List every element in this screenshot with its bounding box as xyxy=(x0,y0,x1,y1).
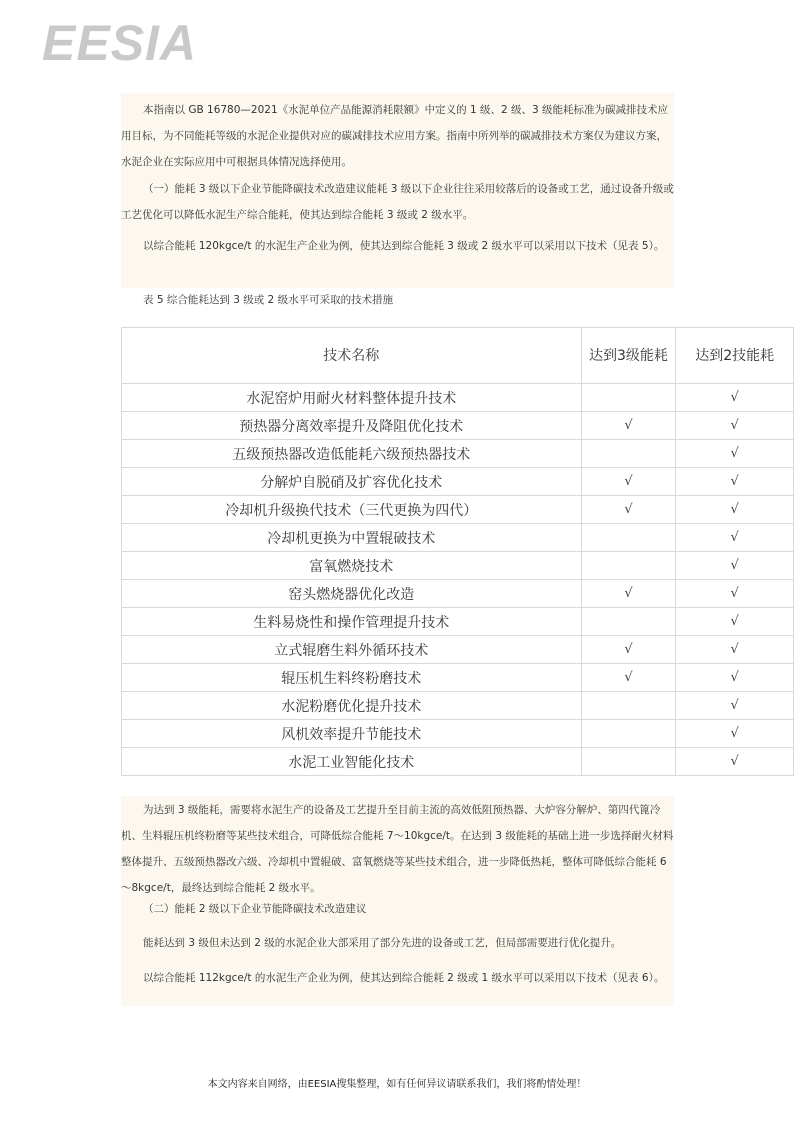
level3-check xyxy=(581,692,676,720)
level3-check: √ xyxy=(581,468,676,496)
level2-check: √ xyxy=(676,524,794,552)
level2-check: √ xyxy=(676,692,794,720)
level3-check xyxy=(581,748,676,776)
level2-check: √ xyxy=(676,664,794,692)
tech-name: 风机效率提升节能技术 xyxy=(122,720,582,748)
tech-name: 五级预热器改造低能耗六级预热器技术 xyxy=(122,440,582,468)
table-row xyxy=(122,720,794,748)
level3-check: √ xyxy=(581,636,676,664)
level2-check: √ xyxy=(676,468,794,496)
table-caption: 表 5 综合能耗达到 3 级或 2 级水平可采取的技术措施 xyxy=(143,294,394,306)
table-row xyxy=(122,552,794,580)
tech-name: 冷却机更换为中置辊破技术 xyxy=(122,524,582,552)
level2-check: √ xyxy=(676,720,794,748)
table-row xyxy=(122,524,794,552)
tech-name: 水泥粉磨优化提升技术 xyxy=(122,692,582,720)
tech-name: 生料易烧性和操作管理提升技术 xyxy=(122,608,582,636)
level2-check: √ xyxy=(676,440,794,468)
level3-check xyxy=(581,720,676,748)
tech-name: 窑头燃烧器优化改造 xyxy=(122,580,582,608)
eesia-logo: EESIA xyxy=(42,15,198,71)
table-header-row xyxy=(122,328,794,384)
analysis-paragraph: 为达到 3 级能耗，需要将水泥生产的设备及工艺提升至目前主流的高效低阻预热器、大炉容分解炉、第四代篦冷机、生料辊压机终粉磨等某些技术组合，可降低综合能耗 7～10kgce/t。在达到 3 级能耗的基础上进一步选择耐火材料整体提升、五级预热器改六级、冷却机中置辊破、富氧燃烧等某些技术组合，进一步降低热耗，整体可降低综合能耗 6～8kgce/t，最终达到综合能耗 2 级水平。 xyxy=(121,804,674,894)
level3-check xyxy=(581,608,676,636)
header-level2: 达到2技能耗 xyxy=(676,328,794,384)
example-paragraph: 以综合能耗 120kgce/t 的水泥生产企业为例，使其达到综合能耗 3 级或 2 级水平可以采用以下技术（见表 5）。 xyxy=(143,240,665,252)
level3-check xyxy=(581,552,676,580)
table-row xyxy=(122,748,794,776)
technology-table xyxy=(121,327,794,776)
table-row xyxy=(122,580,794,608)
example-two-paragraph: 以综合能耗 112kgce/t 的水泥生产企业为例，使其达到综合能耗 2 级或 1 级水平可以采用以下技术（见表 6）。 xyxy=(143,972,665,984)
level3-check: √ xyxy=(581,496,676,524)
table-row xyxy=(122,608,794,636)
tech-name: 水泥窑炉用耐火材料整体提升技术 xyxy=(122,384,582,412)
tech-name: 辊压机生料终粉磨技术 xyxy=(122,664,582,692)
level3-check: √ xyxy=(581,412,676,440)
table-row xyxy=(122,412,794,440)
level3-check xyxy=(581,384,676,412)
level2-check: √ xyxy=(676,384,794,412)
level2-check: √ xyxy=(676,552,794,580)
level2-check: √ xyxy=(676,496,794,524)
level3-check: √ xyxy=(581,664,676,692)
intro-paragraph: 本指南以 GB 16780—2021《水泥单位产品能源消耗限额》中定义的 1 级、2 级、3 级能耗标准为碳减排技术应用目标，为不同能耗等级的水泥企业提供对应的碳减排技术应用方案。指南中所列举的碳减排技术方案仅为建议方案，水泥企业在实际应用中可根据具体情况选择使用。 xyxy=(121,104,669,168)
tech-name: 富氧燃烧技术 xyxy=(122,552,582,580)
table-row xyxy=(122,636,794,664)
level2-check: √ xyxy=(676,748,794,776)
header-tech-name: 技术名称 xyxy=(122,328,582,384)
table-row xyxy=(122,384,794,412)
tech-name: 预热器分离效率提升及降阻优化技术 xyxy=(122,412,582,440)
level3-check xyxy=(581,440,676,468)
tech-name: 分解炉自脱硝及扩容优化技术 xyxy=(122,468,582,496)
level3-check: √ xyxy=(581,580,676,608)
tech-name: 立式辊磨生料外循环技术 xyxy=(122,636,582,664)
section-two-paragraph: 能耗达到 3 级但未达到 2 级的水泥企业大部采用了部分先进的设备或工艺，但局部需要进行优化提升。 xyxy=(143,937,622,949)
footer-note: 本文内容来自网络，由EESIA搜集整理，如有任何异议请联系我们，我们将酌情处理！ xyxy=(207,1079,587,1090)
tech-name: 冷却机升级换代技术（三代更换为四代） xyxy=(122,496,582,524)
level3-check xyxy=(581,524,676,552)
section-two-heading: （二）能耗 2 级以下企业节能降碳技术改造建议 xyxy=(143,903,367,915)
table-row xyxy=(122,664,794,692)
table-row xyxy=(122,468,794,496)
level2-check: √ xyxy=(676,608,794,636)
table-row xyxy=(122,496,794,524)
table-row xyxy=(122,692,794,720)
level2-check: √ xyxy=(676,412,794,440)
level2-check: √ xyxy=(676,580,794,608)
section-one-paragraph: （一）能耗 3 级以下企业节能降碳技术改造建议能耗 3 级以下企业往往采用较落后的设备或工艺，通过设备升级或工艺优化可以降低水泥生产综合能耗，使其达到综合能耗 3 级或 2 级水平。 xyxy=(121,183,674,221)
header-level3: 达到3级能耗 xyxy=(581,328,676,384)
tech-name: 水泥工业智能化技术 xyxy=(122,748,582,776)
level2-check: √ xyxy=(676,636,794,664)
table-row xyxy=(122,440,794,468)
